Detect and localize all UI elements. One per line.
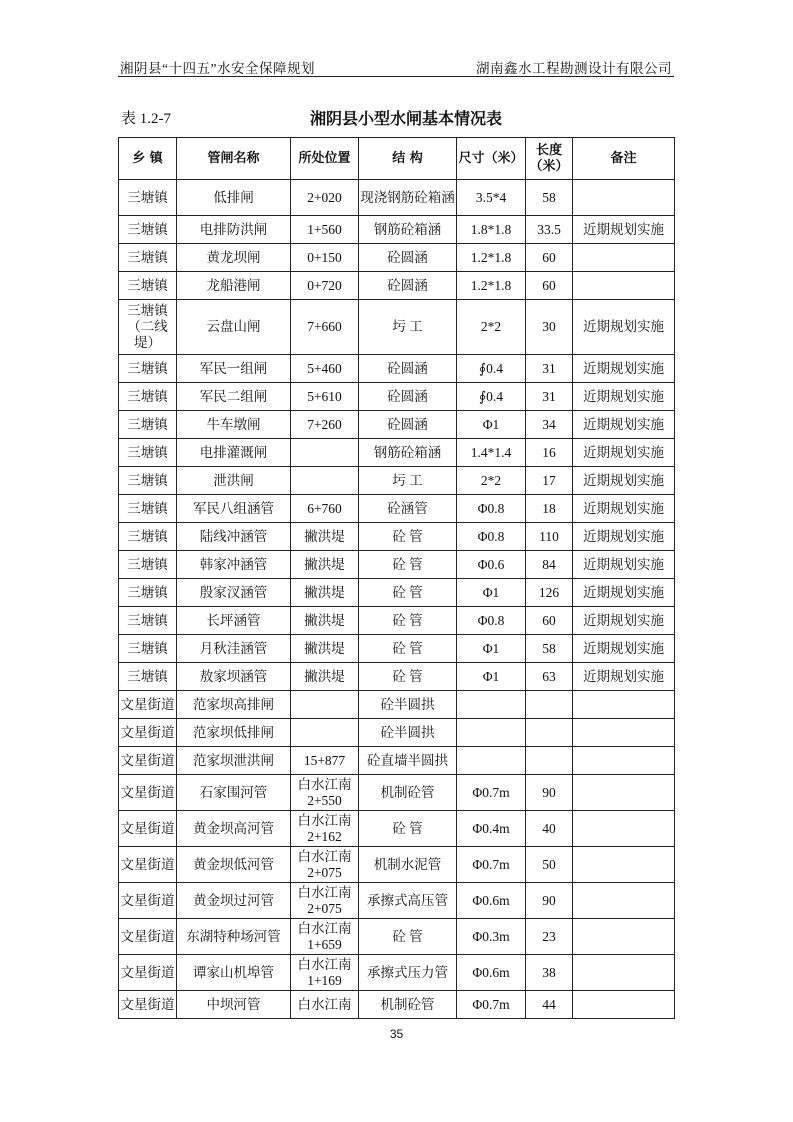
remarks-cell: 近期规划实施 [573,467,675,495]
remarks-cell: 近期规划实施 [573,523,675,551]
name-cell: 中坝河管 [177,991,291,1019]
column-header-town: 乡 镇 [119,138,177,180]
remarks-cell: 近期规划实施 [573,216,675,244]
column-header-structure: 结 构 [359,138,457,180]
remarks-cell [573,747,675,775]
size-cell: Φ1 [457,411,526,439]
location-cell: 6+760 [291,495,359,523]
town-cell: 三塘镇 [119,244,177,272]
table-row [119,300,675,355]
header-company-name: 湖南鑫水工程勘测设计有限公司 [476,61,672,76]
structure-cell: 砼 管 [359,551,457,579]
length-cell: 17 [526,467,573,495]
name-cell: 东湖特种场河管 [177,919,291,955]
name-cell: 范家坝泄洪闸 [177,747,291,775]
town-cell: 文星街道 [119,991,177,1019]
town-cell: 三塘镇 [119,635,177,663]
structure-cell: 机制水泥管 [359,847,457,883]
table-row [119,551,675,579]
size-cell: Φ0.7m [457,991,526,1019]
length-cell: 18 [526,495,573,523]
location-cell: 0+720 [291,272,359,300]
remarks-cell [573,883,675,919]
name-cell: 牛车墩闸 [177,411,291,439]
name-cell: 范家坝低排闸 [177,719,291,747]
table-row [119,635,675,663]
size-cell: Φ0.7m [457,847,526,883]
location-cell [291,467,359,495]
size-cell: 1.8*1.8 [457,216,526,244]
remarks-cell [573,919,675,955]
remarks-cell [573,775,675,811]
size-cell: Φ0.6m [457,955,526,991]
structure-cell: 圬 工 [359,300,457,355]
location-cell [291,719,359,747]
location-cell: 撇洪堤 [291,551,359,579]
name-cell: 龙船港闸 [177,272,291,300]
remarks-cell: 近期规划实施 [573,439,675,467]
name-cell: 电排防洪闸 [177,216,291,244]
structure-cell: 砼圆涵 [359,411,457,439]
column-header-name: 管闸名称 [177,138,291,180]
header-document-title: 湘阴县“十四五”水安全保障规划 [120,61,315,76]
table-header-row [119,138,675,180]
length-cell: 63 [526,663,573,691]
remarks-cell: 近期规划实施 [573,300,675,355]
remarks-cell [573,180,675,216]
remarks-cell: 近期规划实施 [573,663,675,691]
length-cell: 60 [526,607,573,635]
location-cell: 白水江南2+162 [291,811,359,847]
table-row [119,955,675,991]
town-cell: 三塘镇 [119,607,177,635]
size-cell: Φ0.8 [457,495,526,523]
table-row [119,495,675,523]
size-cell: Φ0.6 [457,551,526,579]
town-cell: 三塘镇 [119,411,177,439]
town-cell: 三塘镇（二线堤） [119,300,177,355]
town-cell: 三塘镇 [119,523,177,551]
structure-cell: 砼涵管 [359,495,457,523]
location-cell: 撇洪堤 [291,523,359,551]
remarks-cell: 近期规划实施 [573,579,675,607]
location-cell: 1+560 [291,216,359,244]
location-cell: 撇洪堤 [291,663,359,691]
table-row [119,180,675,216]
town-cell: 文星街道 [119,775,177,811]
table-row [119,467,675,495]
size-cell: Φ0.4m [457,811,526,847]
table-row [119,883,675,919]
length-cell: 23 [526,919,573,955]
table-row [119,272,675,300]
page-number: 35 [389,1027,404,1041]
location-cell: 2+020 [291,180,359,216]
table-row [119,775,675,811]
size-cell: Φ0.8 [457,523,526,551]
structure-cell: 砼 管 [359,579,457,607]
remarks-cell [573,691,675,719]
remarks-cell [573,272,675,300]
length-cell: 44 [526,991,573,1019]
length-cell [526,691,573,719]
structure-cell: 机制砼管 [359,991,457,1019]
structure-cell: 砼圆涵 [359,244,457,272]
location-cell: 5+460 [291,355,359,383]
location-cell: 撇洪堤 [291,579,359,607]
length-cell: 60 [526,244,573,272]
town-cell: 文星街道 [119,847,177,883]
name-cell: 范家坝高排闸 [177,691,291,719]
column-header-length: 长度（米） [526,138,573,180]
table-row [119,411,675,439]
structure-cell: 砼圆涵 [359,355,457,383]
size-cell: Φ0.3m [457,919,526,955]
length-cell: 50 [526,847,573,883]
sluice-table [118,137,675,1019]
town-cell: 文星街道 [119,719,177,747]
length-cell [526,719,573,747]
size-cell [457,691,526,719]
table-row [119,355,675,383]
name-cell: 军民八组涵管 [177,495,291,523]
table-row [119,719,675,747]
structure-cell: 砼圆涵 [359,383,457,411]
length-cell: 34 [526,411,573,439]
name-cell: 殷家汊涵管 [177,579,291,607]
name-cell: 电排灌溉闸 [177,439,291,467]
structure-cell: 砼圆涵 [359,272,457,300]
table-row [119,811,675,847]
length-cell: 31 [526,355,573,383]
name-cell: 低排闸 [177,180,291,216]
name-cell: 敖家坝涵管 [177,663,291,691]
column-header-size: 尺寸（米） [457,138,526,180]
name-cell: 长坪涵管 [177,607,291,635]
town-cell: 三塘镇 [119,272,177,300]
name-cell: 韩家冲涵管 [177,551,291,579]
column-header-remarks: 备注 [573,138,675,180]
remarks-cell: 近期规划实施 [573,383,675,411]
location-cell: 撇洪堤 [291,607,359,635]
table-body [119,180,675,1019]
structure-cell: 圬 工 [359,467,457,495]
size-cell: 1.2*1.8 [457,272,526,300]
name-cell: 陆线冲涵管 [177,523,291,551]
length-cell: 33.5 [526,216,573,244]
remarks-cell: 近期规划实施 [573,411,675,439]
size-cell: 2*2 [457,467,526,495]
table-row [119,383,675,411]
location-cell: 5+610 [291,383,359,411]
table-row [119,919,675,955]
table-title: 湘阴县小型水闸基本情况表 [309,109,502,128]
location-cell: 白水江南2+075 [291,883,359,919]
size-cell: Φ1 [457,635,526,663]
remarks-cell [573,991,675,1019]
remarks-cell [573,811,675,847]
remarks-cell [573,244,675,272]
table-number: 表 1.2-7 [121,111,171,127]
length-cell: 126 [526,579,573,607]
town-cell: 三塘镇 [119,579,177,607]
table-row [119,216,675,244]
structure-cell: 承擦式高压管 [359,883,457,919]
town-cell: 三塘镇 [119,663,177,691]
location-cell: 7+260 [291,411,359,439]
structure-cell: 砼半圆拱 [359,691,457,719]
remarks-cell: 近期规划实施 [573,607,675,635]
name-cell: 军民二组闸 [177,383,291,411]
name-cell: 黄金坝低河管 [177,847,291,883]
size-cell: Φ1 [457,663,526,691]
location-cell: 撇洪堤 [291,635,359,663]
length-cell: 58 [526,180,573,216]
structure-cell: 砼 管 [359,635,457,663]
town-cell: 文星街道 [119,747,177,775]
remarks-cell [573,955,675,991]
remarks-cell [573,719,675,747]
table-row [119,244,675,272]
structure-cell: 砼直墙半圆拱 [359,747,457,775]
remarks-cell [573,847,675,883]
name-cell: 军民一组闸 [177,355,291,383]
size-cell: 3.5*4 [457,180,526,216]
size-cell: ∮0.4 [457,355,526,383]
town-cell: 文星街道 [119,691,177,719]
length-cell: 90 [526,883,573,919]
size-cell: 1.2*1.8 [457,244,526,272]
length-cell: 16 [526,439,573,467]
town-cell: 文星街道 [119,955,177,991]
structure-cell: 现浇钢筋砼箱涵 [359,180,457,216]
location-cell: 白水江南1+659 [291,919,359,955]
table-row [119,663,675,691]
size-cell: Φ0.6m [457,883,526,919]
length-cell: 40 [526,811,573,847]
location-cell: 白水江南1+169 [291,955,359,991]
location-cell: 白水江南2+550 [291,775,359,811]
name-cell: 黄金坝高河管 [177,811,291,847]
structure-cell: 砼 管 [359,607,457,635]
remarks-cell: 近期规划实施 [573,495,675,523]
table-caption [121,107,673,129]
table-row [119,747,675,775]
table-row [119,991,675,1019]
town-cell: 三塘镇 [119,383,177,411]
size-cell: 1.4*1.4 [457,439,526,467]
town-cell: 三塘镇 [119,551,177,579]
length-cell: 84 [526,551,573,579]
length-cell [526,747,573,775]
location-cell [291,691,359,719]
location-cell: 7+660 [291,300,359,355]
town-cell: 文星街道 [119,919,177,955]
location-cell: 15+877 [291,747,359,775]
length-cell: 90 [526,775,573,811]
table-row [119,579,675,607]
structure-cell: 砼半圆拱 [359,719,457,747]
size-cell [457,719,526,747]
size-cell: Φ0.7m [457,775,526,811]
name-cell: 月秋洼涵管 [177,635,291,663]
structure-cell: 砼 管 [359,919,457,955]
remarks-cell: 近期规划实施 [573,355,675,383]
name-cell: 谭家山机埠管 [177,955,291,991]
town-cell: 文星街道 [119,811,177,847]
table-row [119,691,675,719]
length-cell: 110 [526,523,573,551]
name-cell: 石家围河管 [177,775,291,811]
name-cell: 泄洪闸 [177,467,291,495]
table-row [119,439,675,467]
remarks-cell: 近期规划实施 [573,551,675,579]
structure-cell: 钢筋砼箱涵 [359,439,457,467]
length-cell: 30 [526,300,573,355]
size-cell [457,747,526,775]
town-cell: 三塘镇 [119,495,177,523]
town-cell: 三塘镇 [119,467,177,495]
remarks-cell: 近期规划实施 [573,635,675,663]
table-row [119,607,675,635]
size-cell: Φ1 [457,579,526,607]
structure-cell: 砼 管 [359,811,457,847]
size-cell: ∮0.4 [457,383,526,411]
structure-cell: 砼 管 [359,523,457,551]
structure-cell: 机制砼管 [359,775,457,811]
length-cell: 31 [526,383,573,411]
town-cell: 三塘镇 [119,180,177,216]
town-cell: 文星街道 [119,883,177,919]
size-cell: 2*2 [457,300,526,355]
town-cell: 三塘镇 [119,439,177,467]
location-cell: 白水江南 [291,991,359,1019]
name-cell: 黄金坝过河管 [177,883,291,919]
town-cell: 三塘镇 [119,355,177,383]
name-cell: 黄龙坝闸 [177,244,291,272]
size-cell: Φ0.8 [457,607,526,635]
structure-cell: 钢筋砼箱涵 [359,216,457,244]
column-header-location: 所处位置 [291,138,359,180]
town-cell: 三塘镇 [119,216,177,244]
length-cell: 60 [526,272,573,300]
structure-cell: 承擦式压力管 [359,955,457,991]
location-cell: 0+150 [291,244,359,272]
length-cell: 38 [526,955,573,991]
location-cell [291,439,359,467]
structure-cell: 砼 管 [359,663,457,691]
location-cell: 白水江南2+075 [291,847,359,883]
table-row [119,523,675,551]
table-row [119,847,675,883]
name-cell: 云盘山闸 [177,300,291,355]
page-header [118,54,674,77]
length-cell: 58 [526,635,573,663]
